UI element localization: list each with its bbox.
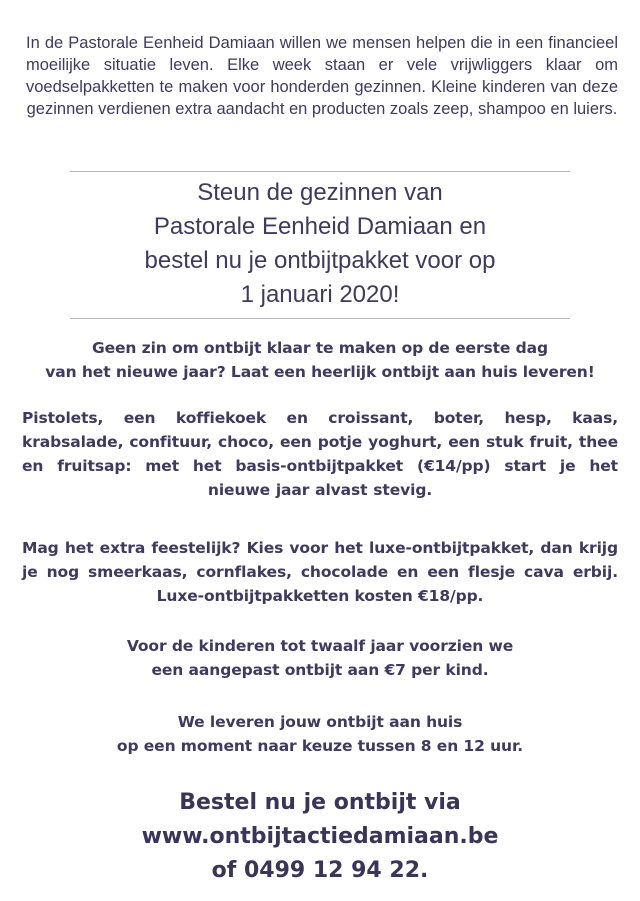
cta-website-link[interactable]: www.ontbijtactiedamiaan.be xyxy=(141,824,499,849)
divider-top xyxy=(70,171,570,172)
headline-line-3: bestel nu je ontbijtpakket voor op xyxy=(144,247,496,274)
paragraph-delivery-line-2: op een moment naar keuze tussen 8 en 12 uur. xyxy=(116,737,524,755)
headline-line-4: 1 januari 2020! xyxy=(240,281,400,308)
headline xyxy=(40,176,600,312)
paragraph-no-time-line-1: Geen zin om ontbijt klaar te maken op de eerste dag xyxy=(91,339,548,357)
paragraph-basic-package: Pistolets, een koffiekoek en croissant, boter, hesp, kaas, krabsalade, confituur, choco, een potje yoghurt, een stuk fruit, thee en fruitsap: met het basis-ontbijtpakket (€14/pp) start je het nieuwe jaar alvast stevig. xyxy=(22,409,618,499)
cta-line-1: Bestel nu je ontbijt via xyxy=(179,790,461,815)
intro-paragraph: In de Pastorale Eenheid Damiaan willen we mensen helpen die in een financieel moeilijke situatie leven. Elke week staan er vele vrijwliggers klaar om voedselpakketten te maken voor honderden gezinnen. Kleine kinderen van deze gezinnen verdienen extra aandacht en producten zoals zeep, shampoo en luiers. xyxy=(26,34,618,118)
paragraph-delivery xyxy=(20,710,620,758)
paragraph-luxury-package: Mag het extra feestelijk? Kies voor het luxe-ontbijtpakket, dan krijg je nog smeerkaas, cornflakes, chocolade en een flesje cava erbij. Luxe-ontbijtpakketten kosten €18/pp. xyxy=(22,539,618,605)
paragraph-children-line-1: Voor de kinderen tot twaalf jaar voorzien we xyxy=(126,637,514,655)
call-to-action xyxy=(20,786,620,888)
paragraph-children-line-2: een aangepast ontbijt aan €7 per kind. xyxy=(151,661,489,679)
paragraph-children xyxy=(20,634,620,682)
headline-line-1: Steun de gezinnen van xyxy=(197,179,443,206)
cta-phone-number[interactable]: of 0499 12 94 22. xyxy=(211,858,429,883)
headline-line-2: Pastorale Eenheid Damiaan en xyxy=(153,213,487,240)
paragraph-no-time-line-2: van het nieuwe jaar? Laat een heerlijk ontbijt aan huis leveren! xyxy=(45,363,595,381)
divider-bottom xyxy=(70,318,570,319)
paragraph-no-time xyxy=(20,336,620,384)
paragraph-delivery-line-1: We leveren jouw ontbijt aan huis xyxy=(177,713,463,731)
